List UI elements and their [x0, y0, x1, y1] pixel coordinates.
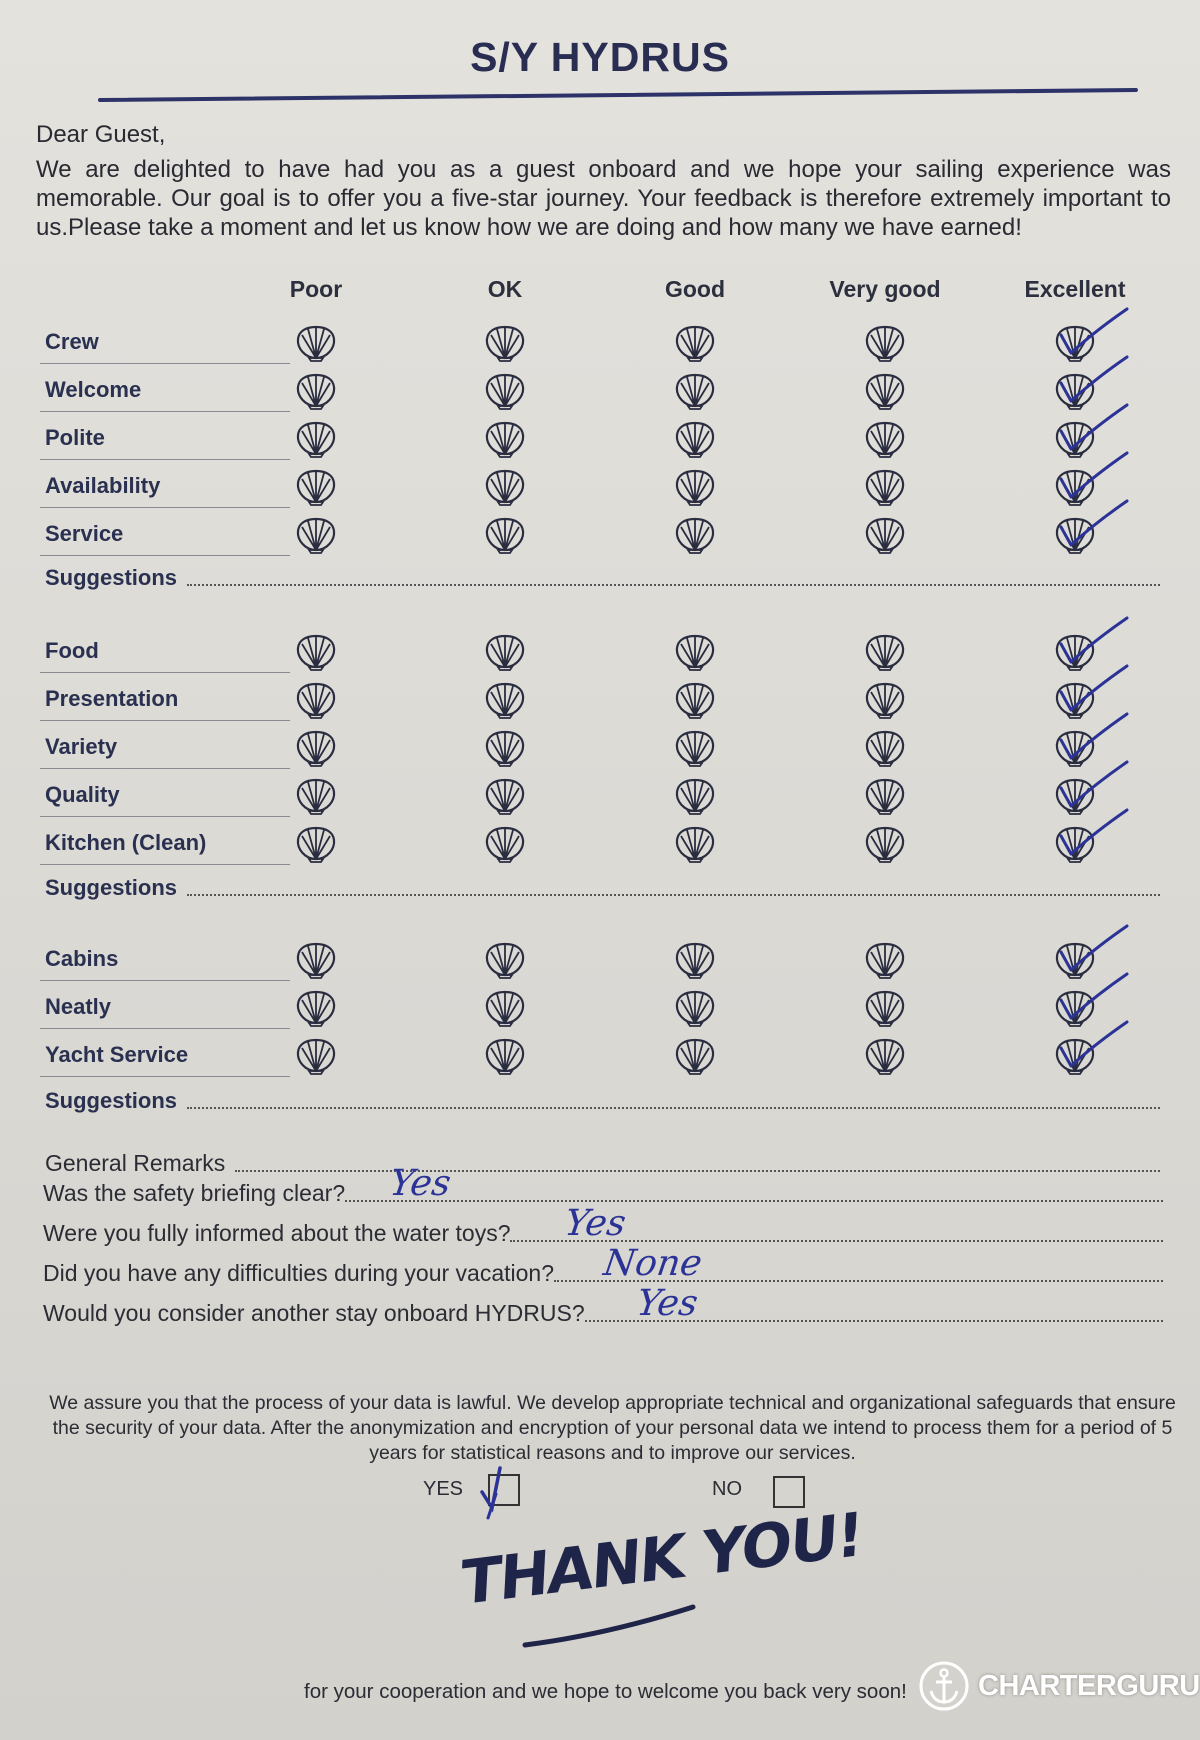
seashell-icon[interactable]	[1053, 371, 1097, 411]
seashell-icon[interactable]	[294, 728, 338, 768]
suggestions-label: Suggestions	[45, 1088, 178, 1113]
row-divider	[40, 672, 290, 673]
question-line[interactable]	[43, 1283, 1163, 1327]
thank-you-handwriting	[455, 1499, 864, 1660]
seashell-icon[interactable]	[863, 776, 907, 816]
row-divider	[40, 768, 290, 769]
seashell-icon[interactable]	[673, 728, 717, 768]
suggestions-dotted-line	[187, 894, 1160, 896]
greeting: Dear Guest,	[36, 121, 166, 148]
seashell-icon[interactable]	[483, 1036, 527, 1076]
row-divider	[40, 363, 290, 364]
question-text: Did you have any difficulties during your vacation?	[43, 1260, 554, 1286]
handwritten-answer: Yes	[633, 1283, 700, 1324]
seashell-icon[interactable]	[294, 1036, 338, 1076]
seashell-icon[interactable]	[1053, 632, 1097, 672]
handwritten-check-icon	[474, 1464, 534, 1524]
seashell-icon[interactable]	[1053, 467, 1097, 507]
watermark-logo	[918, 1660, 1200, 1712]
answer-dotted-line	[510, 1203, 1163, 1244]
question-text: Would you consider another stay onboard HYDRUS?	[43, 1300, 585, 1326]
page-title: S/Y HYDRUS	[470, 34, 730, 80]
anchor-icon	[918, 1660, 970, 1712]
seashell-icon[interactable]	[483, 323, 527, 363]
row-divider	[40, 555, 290, 556]
seashell-icon[interactable]	[1053, 824, 1097, 864]
seashell-icon[interactable]	[483, 728, 527, 768]
seashell-icon[interactable]	[673, 632, 717, 672]
seashell-icon[interactable]	[1053, 515, 1097, 555]
consent-no-label: NO	[712, 1478, 742, 1500]
row-divider	[40, 720, 290, 721]
seashell-icon[interactable]	[1053, 323, 1097, 363]
intro-paragraph: We are delighted to have had you as a guest onboard and we hope your sailing experience was memorable. Our goal is to offer you a five-star journey. Your feedback is therefore extremely important to us.Please take a moment and let us know how we are doing and how many we have earned!	[36, 156, 1171, 241]
suggestions-line[interactable]	[45, 565, 1160, 591]
handwritten-answer: Yes	[562, 1203, 629, 1244]
seashell-icon[interactable]	[294, 419, 338, 459]
seashell-icon[interactable]	[294, 988, 338, 1028]
seashell-icon[interactable]	[1053, 1036, 1097, 1076]
seashell-icon[interactable]	[483, 988, 527, 1028]
row-label-cabins: Cabins	[45, 946, 119, 971]
column-header-excellent: Excellent	[1024, 276, 1126, 302]
row-divider	[40, 816, 290, 817]
row-divider	[40, 411, 290, 412]
seashell-icon[interactable]	[294, 323, 338, 363]
seashell-icon[interactable]	[673, 824, 717, 864]
seashell-icon[interactable]	[863, 824, 907, 864]
row-label-presentation: Presentation	[45, 686, 179, 711]
suggestions-dotted-line	[187, 584, 1160, 586]
seashell-icon[interactable]	[294, 467, 338, 507]
seashell-icon[interactable]	[673, 680, 717, 720]
seashell-icon[interactable]	[294, 515, 338, 555]
suggestions-label: Suggestions	[45, 875, 178, 900]
seashell-icon[interactable]	[294, 371, 338, 411]
seashell-icon[interactable]	[294, 940, 338, 980]
remarks-dotted-line	[235, 1170, 1160, 1172]
footer-text: for your cooperation and we hope to welcome you back very soon!	[304, 1680, 907, 1703]
seashell-icon[interactable]	[294, 824, 338, 864]
seashell-icon[interactable]	[294, 680, 338, 720]
seashell-icon[interactable]	[483, 515, 527, 555]
question-text: Were you fully informed about the water toys?	[43, 1220, 511, 1246]
general-remarks-label: General Remarks	[45, 1150, 226, 1176]
seashell-icon[interactable]	[1053, 680, 1097, 720]
row-label-yacht-service: Yacht Service	[45, 1042, 189, 1067]
seashell-icon[interactable]	[1053, 728, 1097, 768]
seashell-icon[interactable]	[483, 371, 527, 411]
row-label-neatly: Neatly	[45, 994, 112, 1019]
consent-yes-label: YES	[423, 1478, 464, 1500]
seashell-icon[interactable]	[863, 371, 907, 411]
row-label-kitchen-clean: Kitchen (Clean)	[45, 830, 207, 855]
column-header-ok: OK	[487, 276, 523, 302]
privacy-notice: We assure you that the process of your data is lawful. We develop appropriate technical and organizational safeguards that ensure the security of your data. After the anonymization and encryption of your personal data we intend to process them for a period of 5 years for statistical reasons and to improve our services.	[49, 1392, 1176, 1464]
consent-yes-checkbox[interactable]	[488, 1474, 520, 1506]
answer-dotted-line	[345, 1163, 1163, 1204]
row-divider	[40, 864, 290, 865]
seashell-icon[interactable]	[863, 419, 907, 459]
seashell-icon[interactable]	[483, 940, 527, 980]
row-label-availability: Availability	[45, 473, 161, 498]
suggestions-line[interactable]	[45, 1088, 1160, 1114]
seashell-icon[interactable]	[673, 371, 717, 411]
watermark-text: CHARTERGURU	[978, 1669, 1200, 1702]
seashell-icon[interactable]	[673, 1036, 717, 1076]
seashell-icon[interactable]	[483, 419, 527, 459]
seashell-icon[interactable]	[863, 323, 907, 363]
seashell-icon[interactable]	[673, 467, 717, 507]
seashell-icon[interactable]	[1053, 940, 1097, 980]
column-header-good: Good	[664, 276, 726, 302]
row-divider	[40, 1028, 290, 1029]
row-divider	[40, 459, 290, 460]
title-underline	[98, 88, 1138, 102]
seashell-icon[interactable]	[863, 1036, 907, 1076]
seashell-icon[interactable]	[673, 419, 717, 459]
seashell-icon[interactable]	[673, 323, 717, 363]
general-remarks-line[interactable]	[45, 1150, 1160, 1177]
seashell-icon[interactable]	[863, 728, 907, 768]
seashell-icon[interactable]	[673, 988, 717, 1028]
seashell-icon[interactable]	[673, 940, 717, 980]
row-label-quality: Quality	[45, 782, 120, 807]
seashell-icon[interactable]	[483, 776, 527, 816]
seashell-icon[interactable]	[483, 824, 527, 864]
row-label-welcome: Welcome	[45, 377, 142, 402]
row-label-variety: Variety	[45, 734, 118, 759]
seashell-icon[interactable]	[863, 680, 907, 720]
seashell-icon[interactable]	[1053, 776, 1097, 816]
seashell-icon[interactable]	[863, 515, 907, 555]
row-divider	[40, 1076, 290, 1077]
thank-you-underline	[455, 1525, 785, 1660]
suggestions-dotted-line	[187, 1107, 1160, 1109]
handwritten-answer: Yes	[387, 1163, 454, 1204]
answer-dotted-line	[585, 1283, 1163, 1324]
seashell-icon[interactable]	[863, 940, 907, 980]
suggestions-line[interactable]	[45, 875, 1160, 901]
question-line[interactable]	[43, 1243, 1163, 1287]
seashell-icon[interactable]	[1053, 988, 1097, 1028]
consent-no-checkbox[interactable]	[773, 1476, 805, 1508]
handwritten-answer: None	[601, 1243, 705, 1284]
answer-dotted-line	[554, 1243, 1163, 1284]
seashell-icon[interactable]	[483, 632, 527, 672]
question-text: Was the safety briefing clear?	[43, 1180, 346, 1206]
row-label-polite: Polite	[45, 425, 105, 450]
row-divider	[40, 507, 290, 508]
question-line[interactable]	[43, 1203, 1163, 1247]
seashell-icon[interactable]	[1053, 419, 1097, 459]
seashell-icon[interactable]	[294, 632, 338, 672]
row-divider	[40, 980, 290, 981]
seashell-icon[interactable]	[483, 680, 527, 720]
thank-you-text: THANK YOU!	[459, 1499, 864, 1620]
row-label-crew: Crew	[45, 329, 99, 354]
seashell-icon[interactable]	[863, 632, 907, 672]
row-label-food: Food	[45, 638, 99, 663]
seashell-icon[interactable]	[863, 467, 907, 507]
column-header-poor: Poor	[289, 276, 343, 302]
row-label-service: Service	[45, 521, 124, 546]
seashell-icon[interactable]	[294, 776, 338, 816]
seashell-icon[interactable]	[483, 467, 527, 507]
seashell-icon[interactable]	[673, 776, 717, 816]
suggestions-label: Suggestions	[45, 565, 178, 590]
seashell-icon[interactable]	[673, 515, 717, 555]
seashell-icon[interactable]	[863, 988, 907, 1028]
column-header-very-good: Very good	[829, 276, 941, 302]
